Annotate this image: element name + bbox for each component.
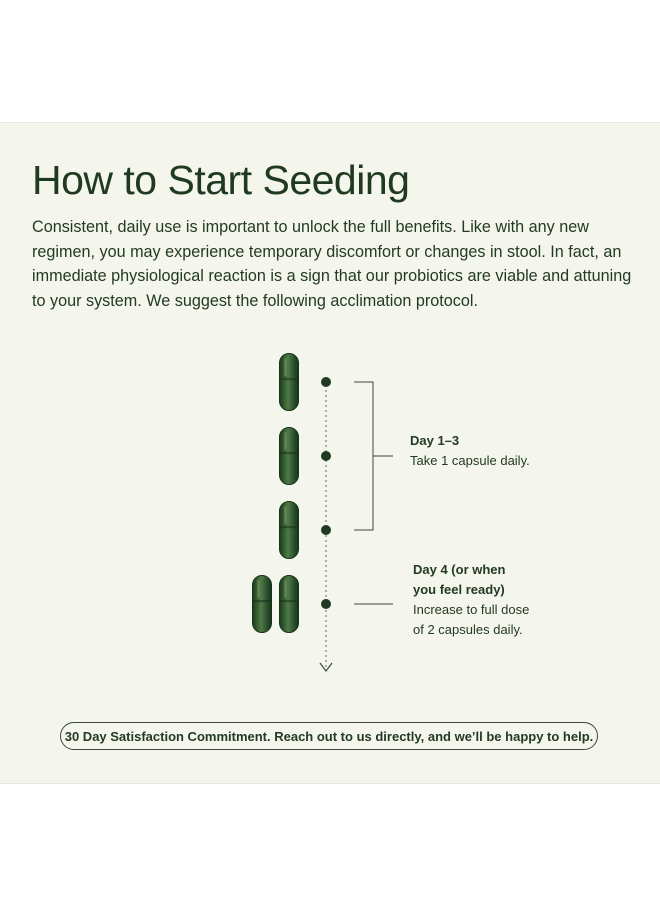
satisfaction-commitment-badge: 30 Day Satisfaction Commitment. Reach out to us directly, and we’ll be happy to help. xyxy=(60,722,598,750)
days-1-3-bracket xyxy=(354,382,393,530)
step-2-heading: Day 4 (or when you feel ready) xyxy=(413,562,506,597)
acclimation-diagram xyxy=(0,123,660,783)
capsule-icon xyxy=(280,428,299,485)
timeline-dot xyxy=(321,451,331,461)
capsule-icon xyxy=(280,576,299,633)
timeline-dot xyxy=(321,599,331,609)
page-title: How to Start Seeding xyxy=(32,157,410,203)
step-1-text: Take 1 capsule daily. xyxy=(410,453,530,468)
capsule-icon xyxy=(280,502,299,559)
timeline-dot xyxy=(321,377,331,387)
intro-paragraph: Consistent, daily use is important to unlock the full benefits. Like with any new regimen, you may experience temporary discomfort or changes in stool. In fact, an immediate physiological reaction is a sign that our probiotics are viable and attuning to your system. We suggest the following acclimation protocol. xyxy=(32,218,632,310)
capsule-icon xyxy=(280,354,299,411)
step-2-text: Increase to full dose of 2 capsules daily. xyxy=(413,602,530,637)
step-1-heading: Day 1–3 xyxy=(410,433,460,448)
timeline-dot xyxy=(321,525,331,535)
capsule-icon xyxy=(253,576,272,633)
protocol-panel xyxy=(0,122,660,784)
